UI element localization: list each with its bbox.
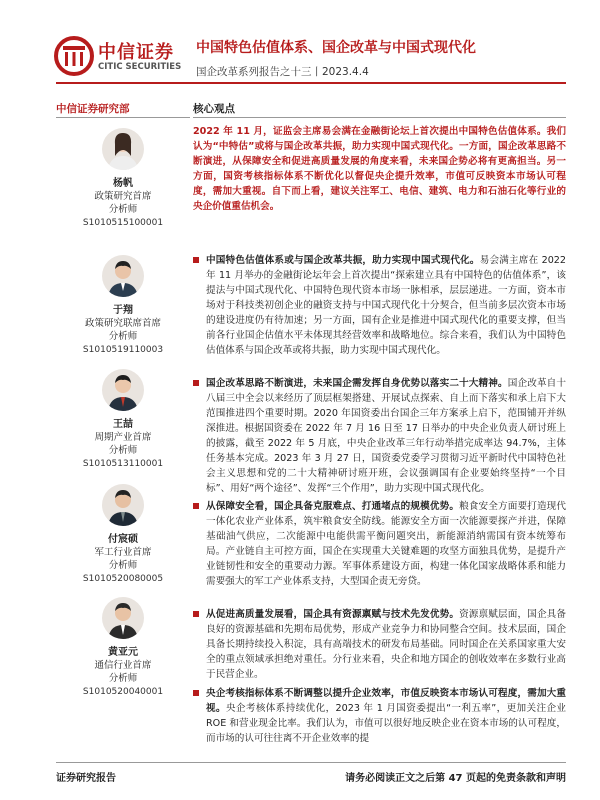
bullet-square-icon xyxy=(193,380,199,386)
section-paragraph xyxy=(193,253,566,358)
brand-logo xyxy=(54,36,194,76)
section-paragraph xyxy=(193,607,566,682)
core-summary: 2022 年 11 月，证监会主席易会满在金融街论坛上首次提出中国特色估值体系。我们认为“中特估”或将与国企改革共振，助力实现中国式现代化。一方面，国企改革思路不断演进，从保障安全和促进高质量发展的角度来看，未来国企势必将有更高担当。另一方面，国资考核指标体系不断优化以督促央企提升效率，市值可反映资本市场认可程度，需加大重视。自下而上看，建议关注军工、电信、建筑、电力和石油石化等行业的央企价值重估机会。 xyxy=(193,126,566,212)
header-divider xyxy=(56,82,566,84)
main-title: 核心观点 xyxy=(193,103,235,115)
section-body: 央企考核体系持续优化，2023 年 1 月国资委提出“一利五率”，更加关注企业 ROE 和营业现金比率。我们认为，市值可以很好地反映企业在资本市场的认可程度，而市场的认可往往离不开企业效率的提 xyxy=(206,703,566,744)
section-body: 粮食安全方面要打造现代一体化农业产业体系，筑牢粮食安全防线。能源安全方面一次能源要探产并进，保障基础油气供应，二次能源中电能供需平衡问题突出，新能源消纳需国有资本统筹布局。产业链自主可控方面，国企在实现重大关键难题的攻坚方面独具优势，是提升产业链韧性和安全的重要动力源。军事体系建设方面，构建一体化国家战略体系和能力需要强大的军工产业体系支持，大型国企责无旁贷。 xyxy=(206,501,567,587)
sidebar-title: 中信证券研究部 xyxy=(56,103,130,115)
analyst-photo xyxy=(102,484,144,526)
section-lead: 从保障安全看，国企具备克服难点、打通堵点的规模优势。 xyxy=(206,501,460,512)
analyst-role: 军工行业首席 xyxy=(94,547,152,558)
footer-disclaimer: 请务必阅读正文之后第 47 页起的免责条款和声明 xyxy=(345,773,566,784)
section-body: 国企改革自十八届三中全会以来经历了顶层框架搭建、开展试点探索、自上而下落实和承上启下大范围推进四个重要时期。2020 年国资委出台国企三年方案承上启下，范围铺开并纵深推进。根据国资委在 2022 年 7 月 16 日至 17 日举办的中央企业负责人研讨班上的披露，截至 2022 年 5 月底，中央企业改革三年行动举措完成率达 94.7%，主体任务基本完成。2023 年 3 月 27 日，国资委党委学习贯彻习近平新时代中国特色社会主义思想和党的二十大精神研讨班开班，会议强调国有企业要始终坚持“一个目标”、用好“两个途径”、发挥“三个作用”，助力实现中国式现代化。 xyxy=(206,378,567,494)
section-lead: 中国特色估值体系或与国企改革共振，助力实现中国式现代化。 xyxy=(206,255,480,266)
analyst-card xyxy=(56,597,190,699)
analyst-title: 分析师 xyxy=(108,673,138,684)
bullet-square-icon xyxy=(193,503,199,509)
bullet-square-icon xyxy=(193,611,199,617)
section-lead: 从促进高质量发展看，国企具有资源禀赋与技术先发优势。 xyxy=(206,609,460,620)
section-body: 易会满主席在 2022 年 11 月举办的金融街论坛年会上首次提出“探索建立具有中国特色的估值体系”，该提法与中国式现代化、中国特色现代资本市场一脉相承，层层递进。一方面，资本市场对于科技类初创企业的融资支持与中国式现代化十分契合，但当前多层次资本市场的建设进度仍有待加速；另一方面，国有企业是推进中国式现代化的重要支撑，但当前各行业国企估值水平未体现其经营效率和战略地位。综合来看，我们认为中国特色估值体系与国企改革或将共振，助力实现中国式现代化。 xyxy=(206,255,566,356)
analyst-photo xyxy=(102,597,144,639)
analyst-photo xyxy=(102,369,144,411)
brand-name-cn: 中信证券 xyxy=(98,42,174,63)
section-paragraph xyxy=(193,376,566,496)
section-paragraph xyxy=(193,686,566,756)
sidebar-divider xyxy=(56,117,190,118)
section-lead: 央企考核指标体系不断调整以提升企业效率，市值反映资本市场认可程度，需加大重视。 xyxy=(206,688,566,714)
analyst-photo xyxy=(102,128,144,170)
section-lead: 国企改革思路不断演进，未来国企需发挥自身优势以落实二十大精神。 xyxy=(206,378,508,389)
bullet-square-icon xyxy=(193,257,199,263)
analyst-card xyxy=(56,484,190,586)
bullet-square-icon xyxy=(193,690,199,696)
analyst-card xyxy=(56,128,190,230)
footer-divider xyxy=(56,762,566,763)
analyst-name: 杨帆 xyxy=(113,178,133,189)
analyst-title: 分析师 xyxy=(108,445,138,456)
analyst-name: 黄亚元 xyxy=(108,647,138,658)
analyst-title: 分析师 xyxy=(108,204,138,215)
analyst-name: 于翔 xyxy=(113,305,133,316)
analyst-role: 政策研究首席 xyxy=(94,191,152,202)
analyst-cert: S1010520080005 xyxy=(82,574,164,584)
section-body: 资源禀赋层面，国企具备良好的资源基础和先期布局优势，形成产业竞争力和协同整合空间。技术层面，国企具备长期持续投入积淀，具有高端技术的研发布局基础。同时国企在关系国家重大安全的重点领域承担绝对重任。分行业来看，央企和地方国企的创收效率在多数行业高于民营企业。 xyxy=(206,609,567,680)
analyst-name: 付宸硕 xyxy=(108,534,138,545)
analyst-title: 分析师 xyxy=(108,560,138,571)
analyst-title: 分析师 xyxy=(108,331,138,342)
analyst-cert: S1010513110001 xyxy=(82,459,164,469)
analyst-cert: S1010519110003 xyxy=(82,345,164,355)
analyst-card xyxy=(56,255,190,357)
analyst-role: 通信行业首席 xyxy=(94,660,152,671)
section-paragraph xyxy=(193,499,566,589)
analyst-name: 王喆 xyxy=(113,419,133,430)
analyst-card xyxy=(56,369,190,471)
analyst-role: 政策研究联席首席 xyxy=(84,318,161,329)
brand-name-en: CITIC SECURITIES xyxy=(98,62,182,72)
analyst-photo xyxy=(102,255,144,297)
analyst-cert: S1010515100001 xyxy=(82,218,164,228)
main-divider xyxy=(193,117,566,118)
citic-logo-icon xyxy=(54,36,94,76)
report-subtitle: 国企改革系列报告之十三丨2023.4.4 xyxy=(196,66,369,78)
footer-label: 证券研究报告 xyxy=(56,773,116,784)
report-title: 中国特色估值体系、国企改革与中国式现代化 xyxy=(196,40,476,56)
analyst-cert: S1010520040001 xyxy=(82,687,164,697)
analyst-role: 周期产业首席 xyxy=(94,432,152,443)
